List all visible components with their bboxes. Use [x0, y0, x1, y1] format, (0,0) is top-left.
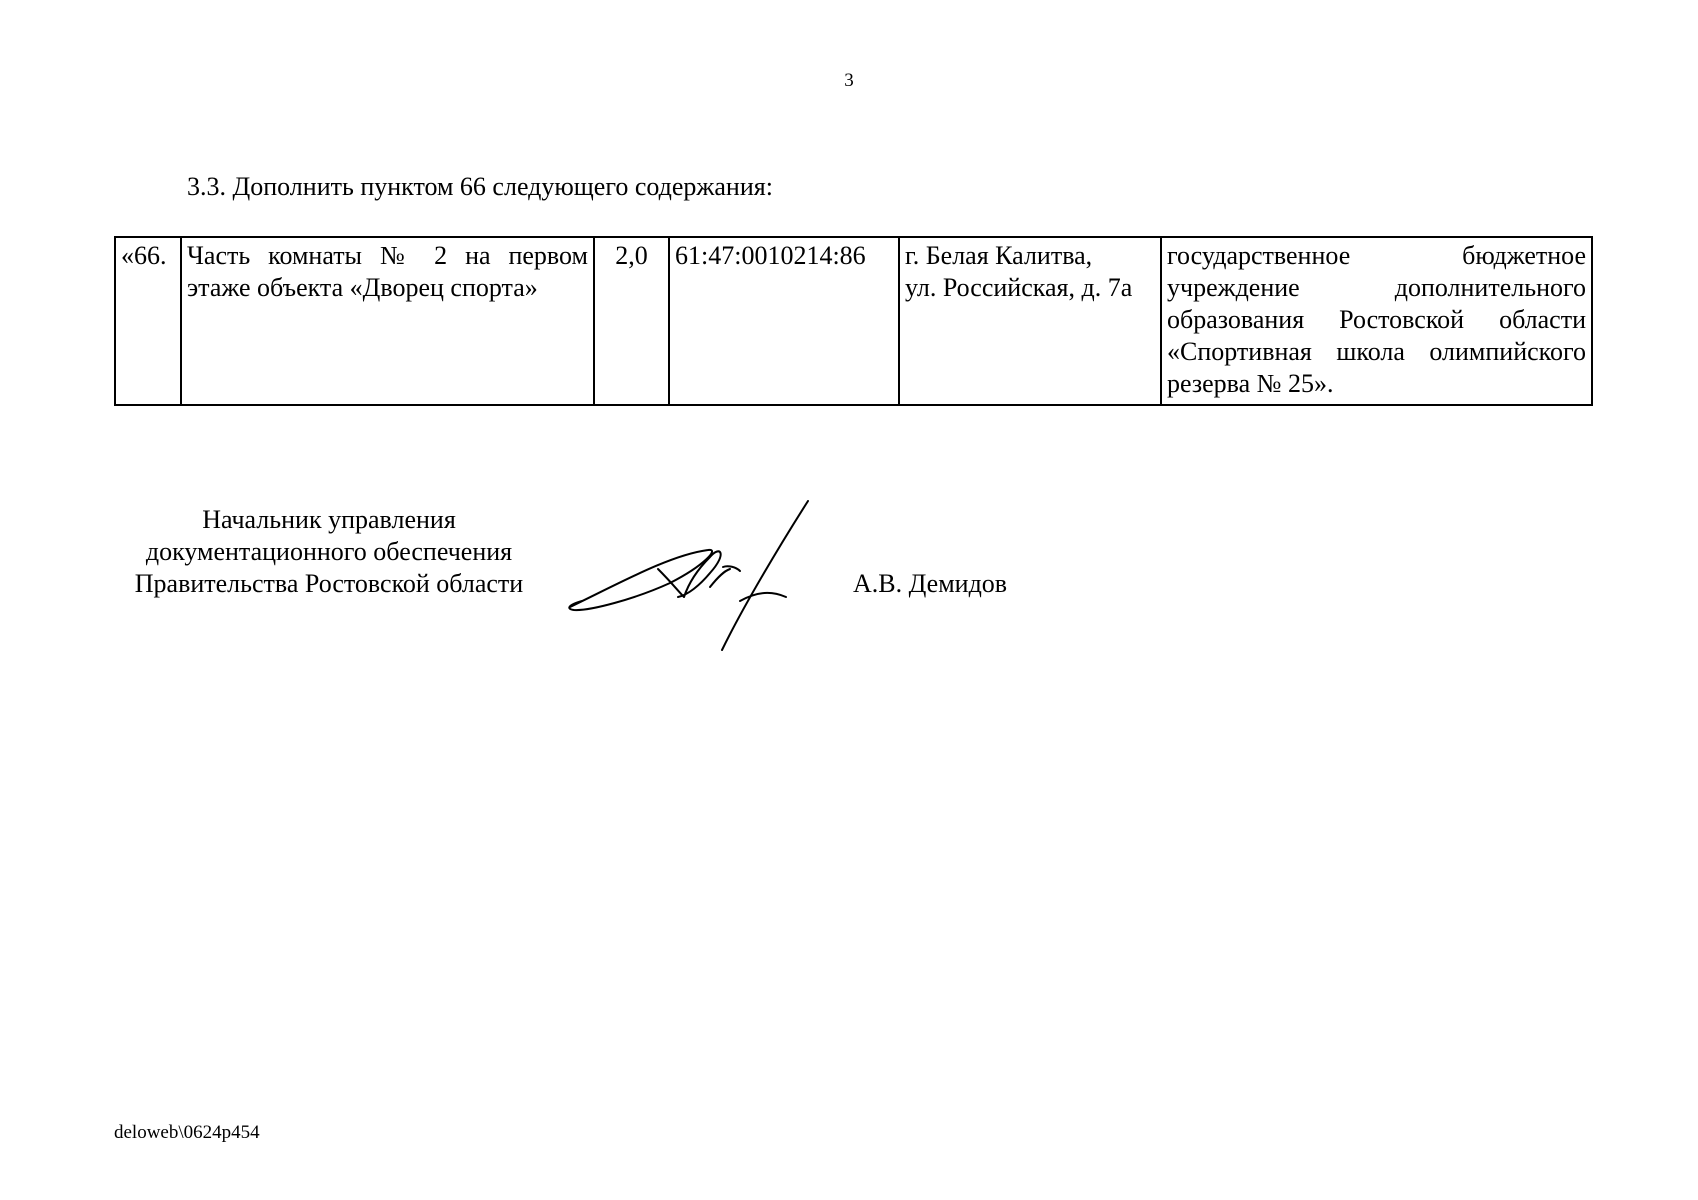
table-row	[115, 237, 1592, 405]
item-number-cell: «66.	[115, 237, 181, 405]
area-cell: 2,0	[594, 237, 669, 405]
signer-name: А.В. Демидов	[853, 569, 1008, 598]
signer-position-line-3: Правительства Ростовской области	[134, 569, 524, 598]
page-number: 3	[844, 70, 854, 91]
handwritten-signature	[560, 495, 860, 655]
signer-position-line-1: Начальник управления	[202, 505, 456, 534]
address-line-2: ул. Российская, д. 7а	[905, 273, 1133, 302]
address-line-1: г. Белая Калитва,	[905, 241, 1093, 270]
rights-holder-cell: государственное бюджетное учреждение дополнительного образования Ростовской области «Спортивная школа олимпийского резерва № 25».	[1161, 237, 1592, 405]
cadastral-number-cell: 61:47:0010214:86	[669, 237, 899, 405]
address-cell	[899, 237, 1161, 405]
signer-position-line-2: документационного обеспечения	[145, 537, 513, 566]
amendment-table	[114, 236, 1593, 406]
object-description-cell: Часть комнаты № 2 на первом этаже объекта «Дворец спорта»	[181, 237, 594, 405]
intro-paragraph: 3.3. Дополнить пунктом 66 следующего содержания:	[187, 172, 773, 201]
signer-position	[114, 504, 544, 600]
document-code: deloweb\0624p454	[114, 1122, 260, 1143]
